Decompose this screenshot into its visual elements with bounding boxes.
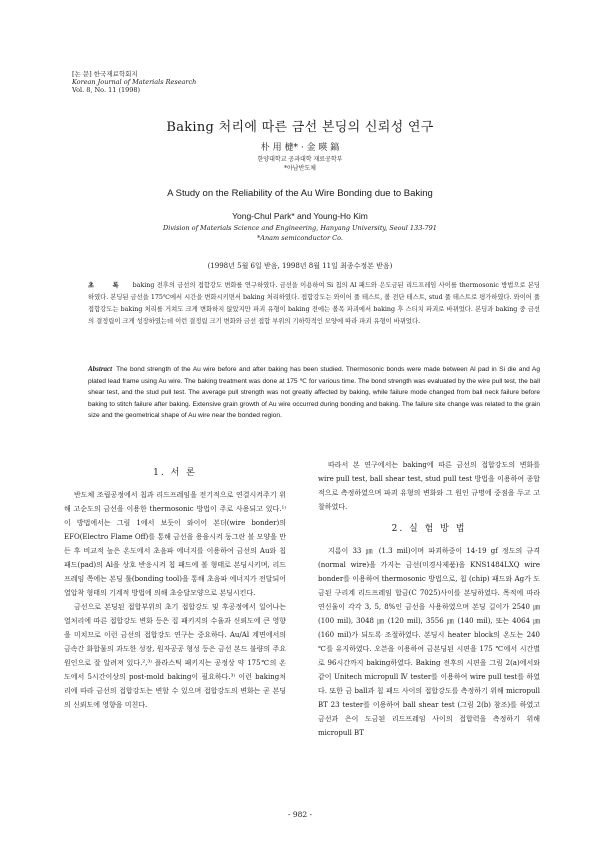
paper-title-en: A Study on the Reliability of the Au Wire Bonding due to Baking: [167, 188, 433, 199]
section1-paragraph-1: 반도체 조립공정에서 칩과 리드프레임을 전기적으로 연결시켜주기 위해 고순도의 금선을 이용한 thermosonic 방법이 주로 사용되고 있다.¹⁾ 이 방법에서는 그림 1에서 보듯이 와이어 본더(wire bonder)의 EFO(Electro Flame Off)를 통해 금선을 용융시켜 둥그란 볼 모양을 만든 후 비교적 높은 온도에서 초음파 에너지를 이용하여 금선의 Au와 칩 패드(pad)의 Al을 상호 반응시켜 칩 패드에 볼 형태로 본딩시키며, 리드프레임 쪽에는 본딩 툴(bonding tool)을 통해 초음파 에너지가 전달되어 열압착 형태의 기계적 방법에 의해 초승달모양으로 본딩시킨다.: [64, 491, 286, 597]
section1-heading: 1. 서 론: [153, 468, 197, 478]
received-dates: (1998년 5월 6일 받음, 1998년 8월 11일 최종수정본 받음): [207, 262, 393, 270]
authors-en: Yong-Chul Park* and Young-Ho Kim: [232, 211, 368, 221]
authors-ko: 朴 用 橽* · 金 暎 鎬: [260, 143, 340, 153]
affiliation-en-line2: *Anam semiconductor Co.: [257, 233, 343, 242]
affiliation-ko-line2: *아남반도체: [284, 165, 316, 172]
section1-paragraph-2: 금선으로 본딩된 접합부위의 초기 접합강도 및 후공정에서 일어나는 열처리에 따른 접합강도 변화 등은 집 패키지의 수율과 신뢰도에 큰 영향을 미치므로 이런 금선의 접합강도 연구는 중요하다. Au/Al 계면에서의 금속간 화합물의 과도한 성장, 원자공공 형성 등은 금선 본드 불량의 주요원인으로 잘 알려져 있다.²,³⁾ 플라스틱 패키지는 공정상 약 175℃의 온도에서 5시간이상의 post-mold baking이 필요하다.³⁾ 이런 baking처리에 따라 금선의 접합강도는 변할 수 있으며 접합강도의 변화는 곧 본딩의 신뢰도에 영향을 미친다.: [64, 603, 286, 709]
intro-continuation: 따라서 본 연구에서는 baking에 따른 금선의 접합강도의 변화를 wire pull test, ball shear test, stud pull test 방법을 이용하여 종합적으로 측정하였으며 파괴 유형의 변화와 그 원인 규명에 중점을 두고 고찰하였다.: [318, 461, 540, 511]
left-column: [64, 462, 286, 712]
page-number: - 982 -: [287, 810, 313, 819]
paper-title-ko: Baking 처리에 따른 금선 본딩의 신뢰성 연구: [166, 120, 434, 135]
affiliation-en-line1: Division of Materials Science and Engineering, Hanyang University, Seoul 133-791: [163, 224, 437, 232]
journal-header: [72, 70, 196, 94]
abstract-ko-text: baking 전후의 금선의 접합강도 변화를 연구하였다. 금선을 이용하여 Si 칩의 Al 패드와 은도금된 리드프레임 사이를 thermosonic 방법으로 본딩하였다. 본딩된 금선을 175℃에서 시간을 변화시키면서 baking 처리하였다. 접합강도는 와이어 풀 테스트, 볼 전단 테스트, stud 풀 테스트로 평가하였다. 와이어 풀 접합강도는 baking 처리를 거쳐도 크게 변화하지 않았지만 파괴 유형이 baking 전에는 볼목 파괴에서 baking 후 스티치 파괴로 바뀌었다. 본딩과 baking 중 금선의 결정립이 크게 성장하였는데 이런 결정립 크기 변화와 금선 접합 부위의 기하학적인 모양에 따라 파괴 유형이 바뀌었다.: [88, 282, 540, 325]
section2-heading: 2. 실 험 방 법: [391, 524, 467, 534]
journal-name-ko: [논 문] 한국재료학회지: [72, 70, 138, 78]
affiliation-en: [0, 224, 600, 243]
journal-volume: Vol. 8, No. 11 (1998): [72, 86, 141, 94]
abstract-en-label: Abstract: [88, 365, 113, 373]
journal-name-en: Korean Journal of Materials Research: [72, 78, 197, 86]
abstract-en-text: The bond strength of the Au wire before and after baking has been studied. Thermosonic bonds were made between Al pad in Si die and Ag plated lead frame using Au wire. The baking treatment was done at 175 ℃ for various time. The bond strength was evaluated by the wire pull test, the ball shear test, and the stud pull test. The average pull strength was not greatly affected by baking, while failure mode changed from ball neck failure before baking to stitch failure after baking. Extensive grain growth of Au wire occurred during bonding and baking. The failure site change was related to the grain size and the geometrical shape of Au wire near the bonded region.: [88, 366, 540, 419]
affiliation-ko: [0, 155, 600, 173]
affiliation-ko-line1: 한양대학교 공과대학 재료공학부: [257, 156, 343, 163]
abstract-ko-label: 초 록: [88, 282, 127, 289]
section2-paragraph-1: 지름이 33 ㎛ (1.3 mil)이며 파괴하중이 14-19 gf 정도의 규격(normal wire)을 가지는 금선(미경사제품)을 KNS1484LXQ wire bonder를 이용하여 thermosonic 방법으로, 칩 (chip) 패드와 Ag가 도금된 구리계 리드프레임 합금(C 7025)사이를 본딩하였다. 목적에 따라 연신율이 각각 3, 5, 8%인 금선을 사용하였으며 본딩 길이가 2540 ㎛ (100 mil), 3048 ㎛ (120 mil), 3556 ㎛ (140 mil), 또는 4064 ㎛ (160 mil)가 되도록 조절하였다. 본딩시 heater block의 온도는 240 ℃를 유지하였다. 오븐을 이용하여 금본딩된 시편을 175 ℃에서 시간별로 96시간까지 baking하였다. Baking 전후의 시편을 그림 2(a)에서와 같이 Unitech micropull Ⅳ tester를 이용하여 wire pull test를 하였다. 또한 금 ball과 칩 패드 사이의 접합강도를 측정하기 위해 micropull BT 23 tester를 이용하여 ball shear test (그림 2(b) 참조)를 하였고 금선과 은이 도금된 리드프레임 사이의 접합력을 측정하기 위해 micropull BT: [318, 547, 540, 737]
abstract-en: [88, 364, 540, 422]
abstract-ko: [88, 280, 540, 328]
right-column: [318, 458, 540, 740]
